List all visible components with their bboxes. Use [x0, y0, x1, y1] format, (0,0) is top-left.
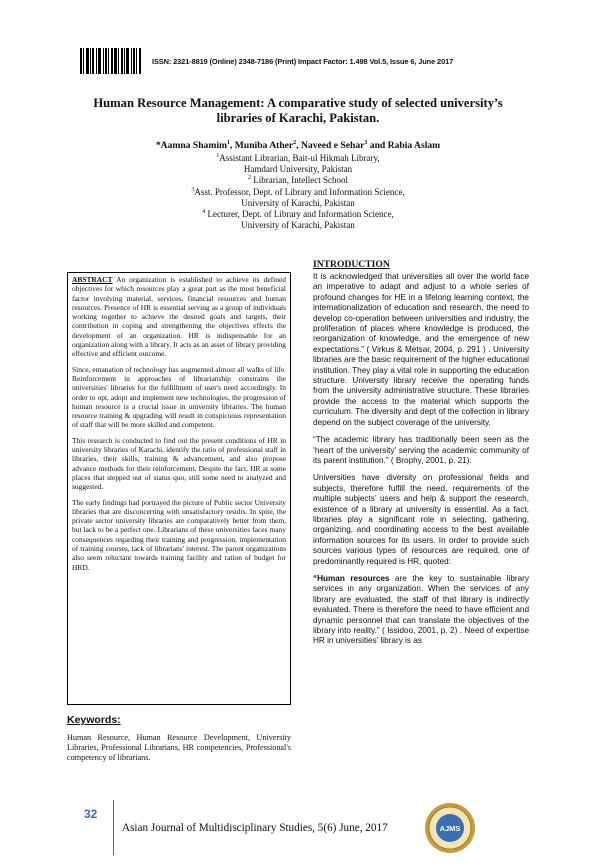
- footer-divider: [113, 800, 114, 855]
- affiliation-superscript: 3: [191, 186, 195, 193]
- author-separator: ,: [296, 140, 301, 151]
- affiliation-superscript: 4: [202, 209, 206, 216]
- affiliation-text: Assistant Librarian, Bait-ul Hikmah Library,: [219, 153, 380, 163]
- author-name: *Aamna Shamim: [155, 140, 227, 151]
- author-name: Rabia Aslam: [387, 140, 441, 151]
- author-name: Muniba Ather: [234, 140, 294, 151]
- affiliations: [60, 153, 536, 231]
- emphasis-text: “Human resources: [313, 573, 390, 583]
- introduction-paragraph: It is acknowledged that universities all over the world face an imperative to adapt and adjust to a whole series of profound changes for HE in a lifelong learning context, the internationalization of education and research, the need to develop co-operation between universities and industry, the proliferation of places where knowledge is produced, the reorganization of knowledge, and the emergence of new expectations.” ( Virkus & Metsar, 2004, p. 291 ) . University libraries are the basic requirement of the higher educational institution. They play a vital role in supporting the education structure. University library receive the operating funds from the university administrative structure. These libraries provide the access to the material which supports the curriculum. The diversity and dept of the collection in library depend on the subject coverage of the university.: [313, 272, 529, 427]
- abstract-text: An organization is established to achieve its defined objectives for which resources play a great part as the most beneficial factor involving material, services, financial resources and human resources. Presence of HR is essential serving as a group of individuals working together to achieve the desired goals and targets, their contribution in coping and strengthening the objectives effects the development of an organization. HR is indispensable for an organization along with a library. It acts as an asset of library providing effective and efficient outcome.: [72, 275, 286, 359]
- introduction-heading: INTRODUCTION: [313, 259, 390, 270]
- logo-text: AJMS: [439, 824, 461, 833]
- author-superscript: 3: [364, 139, 368, 146]
- affiliation-line: [60, 198, 536, 209]
- author-separator: and: [367, 140, 388, 151]
- author-superscript: 2: [293, 139, 297, 146]
- affiliation-superscript: 2: [248, 175, 252, 182]
- keywords-text: Human Resource, Human Resource Development, University Libraries, Professional Librarians, HR competencies, Professional's competency of librarians.: [67, 733, 291, 762]
- affiliation-text: Asst. Professor, Dept. of Library and Information Science,: [194, 186, 405, 197]
- barcode-image: [80, 48, 148, 74]
- author-list: [60, 140, 536, 151]
- abstract-paragraph: Since, emanation of technology has augmented almost all walks of life. Reinforcement in approaches of librarianship constrains the universities' libraries for the fulfillment of user's need accordingly. In order to opt, adopt and implement new technologies, the progression of human resource is a crucial issue in university libraries. The human resource training & upgrading will result in conspicuous representation of staff that will be more skilled and competent.: [72, 364, 286, 430]
- abstract-label: ABSTRACT: [72, 275, 113, 284]
- affiliation-text: University of Karachi, Pakistan: [241, 197, 355, 208]
- author-superscript: 1: [227, 139, 230, 146]
- paper-title-line2: libraries of Karachi, Pakistan.: [216, 111, 380, 125]
- introduction-paragraph: Universities have diversity on professional fields and subjects, therefore fulfill the need, requirements of the multiple subjects’ users and help & support the research, existence of a library at university is essential. As a fact, libraries play a significant role in selecting, gathering, organizing, and coordinating access to the best available information sources for its users. In order to provide such sources various types of resources are required, one of predominantly required is HR, quoted:: [313, 473, 529, 566]
- author-separator: ,: [230, 140, 235, 151]
- paper-title-line1: Human Resource Management: A comparative study of selected university’s: [93, 96, 503, 110]
- author-name: Naveed e Sehar: [300, 140, 365, 151]
- keywords-heading: Keywords:: [67, 714, 121, 726]
- journal-citation: Asian Journal of Multidisciplinary Studies, 5(6) June, 2017: [122, 822, 388, 834]
- journal-logo: [424, 802, 476, 854]
- affiliation-text: Hamdard University, Pakistan: [243, 164, 353, 175]
- abstract-paragraph: [72, 275, 286, 359]
- page-number: 32: [84, 807, 98, 821]
- affiliation-line: [60, 153, 536, 164]
- affiliation-text: University of Karachi, Pakistan: [241, 220, 355, 231]
- introduction-paragraph: [313, 574, 529, 647]
- affiliation-line: [60, 164, 536, 175]
- affiliation-text: Lecturer, Dept. of Library and Information Science,: [205, 209, 394, 220]
- affiliation-line: [60, 209, 536, 220]
- paper-title: [60, 96, 536, 126]
- abstract-box: [67, 272, 291, 705]
- abstract-paragraph: This research is conducted to find out the present conditions of HR in university libraries of Karachi, identify the ratio of professional staff in libraries, their skills, training & advancement, and also propose advance methods for their reinforcement. Despite the fact, HR at some places that stepped out of status quo, still some need to analyzed and suggested.: [72, 435, 286, 492]
- issn-line: ISSN: 2321-8819 (Online) 2348-7186 (Print) Impact Factor: 1.498 Vol.5, Issue 6, June 2017: [152, 57, 454, 66]
- affiliation-line: [60, 175, 536, 186]
- introduction-text: are the key to sustainable library services in any organization. When the services of any library are evaluated, the staff of that library is indirectly evaluated. There is therefore the need to have efficient and dynamic personnel that can translate the objectives of the library into reality.” ( Issidoo, 2001, p. 2) . Need of expertise HR in universities’ library is as: [313, 573, 529, 646]
- introduction-body: [313, 272, 529, 654]
- affiliation-text: Librarian, Intellect School: [251, 175, 348, 186]
- affiliation-line: [60, 187, 536, 198]
- introduction-paragraph: “The academic library has traditionally been seen as the ‘heart of the university’ serving the academic community of its parent institution.” ( Brophy, 2001, p. 21).: [313, 435, 529, 465]
- affiliation-line: [60, 220, 536, 231]
- affiliation-superscript: 1: [216, 153, 220, 159]
- abstract-paragraph: The early findings had portrayed the picture of Public sector University libraries that are disconcerting with unsatisfactory results. In spite, the private sector university libraries are comparatively better from them, but lack to be a perfect one. Librarians of these universities faces many consequences regarding their training and progression, implementation of training courses, lack of librarians' interest. The parent organizations also seem reluctant towards training facility and ration of budget for HRD.: [72, 497, 286, 572]
